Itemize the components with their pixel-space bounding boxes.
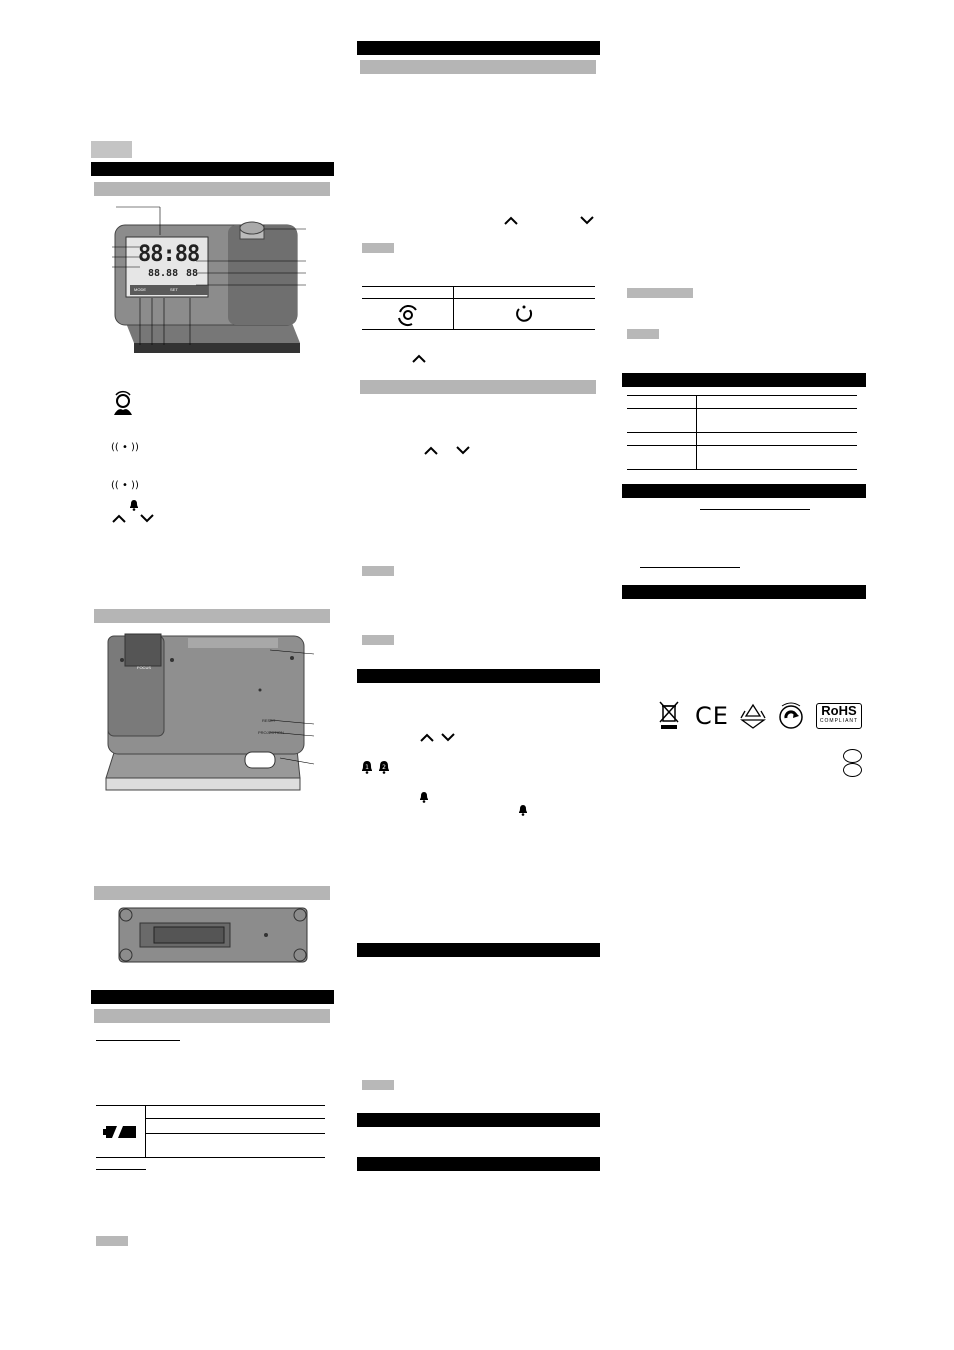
focus-label: FOCUS: [137, 665, 151, 670]
down-chevron-icon: [140, 514, 154, 523]
projection-label: PROJECTION: [258, 730, 284, 735]
section-header-black: [357, 943, 600, 957]
note-tag: [96, 1236, 128, 1246]
table-rule: [145, 1133, 325, 1134]
reset-label: RESET: [262, 718, 276, 723]
up-chevron-icon: [424, 446, 438, 455]
green-dot-icon: [778, 702, 804, 730]
section-header-black: [91, 990, 334, 1004]
table-rule: [627, 445, 857, 446]
bell-icon: [518, 804, 528, 816]
subsection-header-gray: [94, 609, 330, 623]
table-rule: [145, 1118, 325, 1119]
section-header-black: [622, 484, 866, 498]
table-rule: [362, 329, 595, 330]
battery-compartment-illustration: [118, 907, 308, 963]
note-tag: [362, 243, 394, 253]
subsection-header-gray: [360, 60, 596, 74]
bell-icon: [129, 499, 139, 511]
subsection-header-gray: [94, 182, 330, 196]
table-divider: [696, 395, 697, 469]
signal-icon: (( • )): [111, 442, 139, 453]
up-chevron-icon: [504, 216, 518, 225]
note-tag: [627, 329, 659, 339]
weee-bin-icon: [658, 700, 680, 730]
sensor-icon: [112, 393, 134, 417]
note-tag: [362, 635, 394, 645]
ring-mark: [843, 763, 862, 777]
down-chevron-icon: [441, 733, 455, 742]
section-header-black: [357, 41, 600, 55]
battery-icon: [103, 1125, 137, 1139]
table-rule: [627, 432, 857, 433]
signal-weak-icon: [514, 304, 534, 324]
subsection-header-gray: [94, 1009, 330, 1023]
down-chevron-icon: [580, 216, 594, 225]
underline-rule: [96, 1169, 146, 1170]
lcd-right-digits: 88: [186, 268, 199, 279]
table-rule: [362, 298, 595, 299]
link-underline[interactable]: [700, 509, 810, 510]
rohs-badge: [816, 703, 862, 729]
device-front-illustration: [100, 195, 320, 370]
base-label-set: SET: [170, 287, 178, 292]
bell-icon: [419, 791, 429, 803]
section-header-black: [357, 1157, 600, 1171]
subsection-header-gray: [94, 886, 330, 900]
section-header-black: [357, 1113, 600, 1127]
lcd-small-digits: 88.88: [148, 268, 179, 279]
section-header-black: [91, 162, 334, 176]
table-rule: [96, 1157, 325, 1158]
section-header-black: [622, 585, 866, 599]
section-header-black: [357, 669, 600, 683]
subsection-header-gray: [360, 380, 596, 394]
lcd-main-digits: 88:88: [138, 242, 200, 267]
section-header-black: [622, 373, 866, 387]
svg-text:1: 1: [365, 764, 369, 771]
signal-icon: (( • )): [111, 480, 139, 491]
alarm-2-icon: [378, 760, 390, 774]
note-tag-wide: [627, 288, 693, 298]
alarm-1-icon: [361, 760, 373, 774]
note-tag: [362, 1080, 394, 1090]
table-divider: [145, 1105, 146, 1157]
rohs-subtitle: COMPLIANT: [819, 718, 859, 724]
link-underline[interactable]: [640, 567, 740, 568]
base-label-mode: MODE: [134, 287, 146, 292]
table-divider: [453, 286, 454, 329]
recycle-icon: [739, 703, 767, 729]
table-rule: [362, 286, 595, 287]
up-chevron-icon: [112, 514, 126, 523]
ring-mark: [843, 749, 862, 763]
table-rule: [627, 408, 857, 409]
underline-rule: [96, 1040, 180, 1041]
svg-text:2: 2: [382, 764, 386, 771]
up-chevron-icon: [412, 354, 426, 363]
table-rule: [627, 395, 857, 396]
table-rule: [627, 469, 857, 470]
down-chevron-icon: [456, 446, 470, 455]
device-rear-illustration: [100, 628, 315, 793]
up-chevron-icon: [420, 733, 434, 742]
table-rule: [96, 1105, 325, 1106]
note-tag: [362, 566, 394, 576]
note-tag-top: [91, 141, 132, 158]
signal-strong-icon: [396, 302, 420, 326]
ce-mark: CE: [695, 702, 729, 730]
rohs-title: RoHS: [821, 703, 857, 718]
